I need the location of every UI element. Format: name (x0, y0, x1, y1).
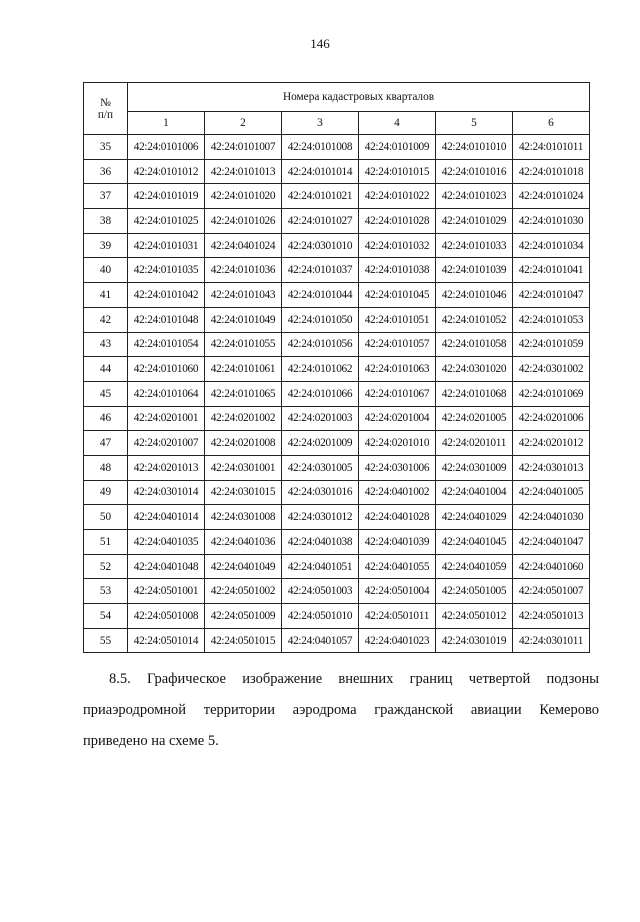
cadastral-quarter-cell: 42:24:0101036 (205, 258, 282, 283)
cadastral-quarter-cell: 42:24:0101048 (128, 307, 205, 332)
row-number: 46 (84, 406, 128, 431)
cadastral-quarter-cell: 42:24:0101037 (282, 258, 359, 283)
cadastral-quarter-cell: 42:24:0501007 (513, 579, 590, 604)
cadastral-quarter-cell: 42:24:0401038 (282, 530, 359, 555)
cadastral-quarter-cell: 42:24:0501003 (282, 579, 359, 604)
row-number: 45 (84, 381, 128, 406)
cadastral-quarter-cell: 42:24:0301013 (513, 455, 590, 480)
column-header: 5 (436, 112, 513, 135)
cadastral-quarter-cell: 42:24:0101029 (436, 209, 513, 234)
cadastral-quarter-cell: 42:24:0101006 (128, 135, 205, 160)
cadastral-quarter-cell: 42:24:0401051 (282, 554, 359, 579)
cadastral-quarter-cell: 42:24:0501001 (128, 579, 205, 604)
cadastral-quarter-cell: 42:24:0401048 (128, 554, 205, 579)
cadastral-quarter-cell: 42:24:0401045 (436, 530, 513, 555)
cadastral-quarter-cell: 42:24:0101008 (282, 135, 359, 160)
row-number: 49 (84, 480, 128, 505)
cadastral-quarter-cell: 42:24:0501005 (436, 579, 513, 604)
cadastral-quarter-cell: 42:24:0101067 (359, 381, 436, 406)
cadastral-quarter-cell: 42:24:0301001 (205, 455, 282, 480)
table-row (84, 307, 590, 332)
cadastral-quarter-cell: 42:24:0101042 (128, 283, 205, 308)
cadastral-quarter-cell: 42:24:0101050 (282, 307, 359, 332)
cadastral-quarter-cell: 42:24:0101041 (513, 258, 590, 283)
cadastral-quarter-cell: 42:24:0301015 (205, 480, 282, 505)
table-row (84, 554, 590, 579)
cadastral-quarter-cell: 42:24:0501002 (205, 579, 282, 604)
cadastral-quarter-cell: 42:24:0201003 (282, 406, 359, 431)
cadastral-quarter-cell: 42:24:0401049 (205, 554, 282, 579)
cadastral-quarter-cell: 42:24:0301012 (282, 505, 359, 530)
row-number: 36 (84, 159, 128, 184)
cadastral-quarter-cell: 42:24:0401029 (436, 505, 513, 530)
row-number: 51 (84, 530, 128, 555)
cadastral-quarter-cell: 42:24:0101047 (513, 283, 590, 308)
cadastral-quarter-cell: 42:24:0501014 (128, 628, 205, 653)
cadastral-quarters-table (83, 82, 590, 653)
cadastral-quarter-cell: 42:24:0401039 (359, 530, 436, 555)
cadastral-quarter-cell: 42:24:0101024 (513, 184, 590, 209)
section-paragraph (83, 664, 599, 757)
cadastral-quarter-cell: 42:24:0201005 (436, 406, 513, 431)
table-row (84, 159, 590, 184)
cadastral-quarter-cell: 42:24:0301016 (282, 480, 359, 505)
cadastral-quarter-cell: 42:24:0501010 (282, 604, 359, 629)
cadastral-quarter-cell: 42:24:0201002 (205, 406, 282, 431)
cadastral-quarter-cell: 42:24:0301011 (513, 628, 590, 653)
row-number: 47 (84, 431, 128, 456)
cadastral-quarter-cell: 42:24:0101007 (205, 135, 282, 160)
cadastral-quarter-cell: 42:24:0501013 (513, 604, 590, 629)
header-number-abbr: п/п (97, 108, 114, 121)
table-row (84, 184, 590, 209)
cadastral-quarter-cell: 42:24:0101054 (128, 332, 205, 357)
table-row (84, 480, 590, 505)
table-row (84, 233, 590, 258)
cadastral-quarter-cell: 42:24:0401024 (205, 233, 282, 258)
cadastral-quarter-cell: 42:24:0401055 (359, 554, 436, 579)
header-number-symbol: № (100, 96, 111, 109)
column-header: 3 (282, 112, 359, 135)
cadastral-quarter-cell: 42:24:0401059 (436, 554, 513, 579)
row-number: 42 (84, 307, 128, 332)
cadastral-quarter-cell: 42:24:0401035 (128, 530, 205, 555)
cadastral-quarter-cell: 42:24:0101012 (128, 159, 205, 184)
cadastral-quarter-cell: 42:24:0101043 (205, 283, 282, 308)
cadastral-quarter-cell: 42:24:0101052 (436, 307, 513, 332)
page-number: 146 (310, 36, 330, 51)
cadastral-quarter-cell: 42:24:0101057 (359, 332, 436, 357)
cadastral-quarter-cell: 42:24:0101027 (282, 209, 359, 234)
row-number: 50 (84, 505, 128, 530)
cadastral-quarter-cell: 42:24:0201011 (436, 431, 513, 456)
paragraph-line-1: 8.5. Графическое изображение внешних границ четвертой подзоны (109, 671, 599, 687)
cadastral-quarter-cell: 42:24:0201009 (282, 431, 359, 456)
row-number: 48 (84, 455, 128, 480)
cadastral-quarter-cell: 42:24:0401002 (359, 480, 436, 505)
row-number: 43 (84, 332, 128, 357)
cadastral-quarter-cell: 42:24:0101056 (282, 332, 359, 357)
cadastral-quarter-cell: 42:24:0101030 (513, 209, 590, 234)
cadastral-quarter-cell: 42:24:0101034 (513, 233, 590, 258)
cadastral-quarter-cell: 42:24:0401023 (359, 628, 436, 653)
cadastral-quarter-cell: 42:24:0201010 (359, 431, 436, 456)
cadastral-quarter-cell: 42:24:0101021 (282, 184, 359, 209)
cadastral-quarter-cell: 42:24:0101025 (128, 209, 205, 234)
cadastral-quarter-cell: 42:24:0201004 (359, 406, 436, 431)
cadastral-quarter-cell: 42:24:0101013 (205, 159, 282, 184)
cadastral-quarter-cell: 42:24:0101033 (436, 233, 513, 258)
cadastral-quarter-cell: 42:24:0201006 (513, 406, 590, 431)
table-row (84, 258, 590, 283)
row-number: 35 (84, 135, 128, 160)
cadastral-quarter-cell: 42:24:0501008 (128, 604, 205, 629)
cadastral-quarter-cell: 42:24:0101049 (205, 307, 282, 332)
cadastral-quarter-cell: 42:24:0301008 (205, 505, 282, 530)
cadastral-quarter-cell: 42:24:0101038 (359, 258, 436, 283)
cadastral-quarter-cell: 42:24:0301005 (282, 455, 359, 480)
row-number: 55 (84, 628, 128, 653)
cadastral-quarter-cell: 42:24:0101032 (359, 233, 436, 258)
row-number: 54 (84, 604, 128, 629)
cadastral-quarter-cell: 42:24:0101059 (513, 332, 590, 357)
cadastral-quarter-cell: 42:24:0101020 (205, 184, 282, 209)
table-row (84, 283, 590, 308)
cadastral-quarter-cell: 42:24:0301019 (436, 628, 513, 653)
table-row (84, 455, 590, 480)
paragraph-line-3: приведено на схеме 5. (83, 733, 219, 749)
row-number: 39 (84, 233, 128, 258)
cadastral-quarter-cell: 42:24:0101058 (436, 332, 513, 357)
cadastral-quarter-cell: 42:24:0101028 (359, 209, 436, 234)
table-row (84, 431, 590, 456)
cadastral-quarter-cell: 42:24:0101011 (513, 135, 590, 160)
cadastral-quarter-cell: 42:24:0301014 (128, 480, 205, 505)
cadastral-quarter-cell: 42:24:0101062 (282, 357, 359, 382)
cadastral-quarter-cell: 42:24:0201008 (205, 431, 282, 456)
cadastral-quarter-cell: 42:24:0101055 (205, 332, 282, 357)
cadastral-quarter-cell: 42:24:0101065 (205, 381, 282, 406)
cadastral-quarter-cell: 42:24:0101053 (513, 307, 590, 332)
cadastral-quarter-cell: 42:24:0101039 (436, 258, 513, 283)
cadastral-quarter-cell: 42:24:0401014 (128, 505, 205, 530)
cadastral-quarter-cell: 42:24:0101046 (436, 283, 513, 308)
cadastral-quarter-cell: 42:24:0101051 (359, 307, 436, 332)
table-row (84, 628, 590, 653)
cadastral-quarter-cell: 42:24:0301020 (436, 357, 513, 382)
cadastral-quarter-cell: 42:24:0101018 (513, 159, 590, 184)
cadastral-quarter-cell: 42:24:0201001 (128, 406, 205, 431)
cadastral-quarter-cell: 42:24:0101010 (436, 135, 513, 160)
table-row (84, 505, 590, 530)
table-row (84, 209, 590, 234)
column-header: 4 (359, 112, 436, 135)
cadastral-quarter-cell: 42:24:0101019 (128, 184, 205, 209)
column-header: 1 (128, 112, 205, 135)
cadastral-quarter-cell: 42:24:0101069 (513, 381, 590, 406)
header-cadastral-quarters: Номера кадастровых кварталов (128, 83, 590, 112)
row-number: 37 (84, 184, 128, 209)
cadastral-quarter-cell: 42:24:0401060 (513, 554, 590, 579)
row-number: 38 (84, 209, 128, 234)
cadastral-quarter-cell: 42:24:0401005 (513, 480, 590, 505)
cadastral-quarter-cell: 42:24:0101068 (436, 381, 513, 406)
header-number (84, 83, 128, 135)
cadastral-quarter-cell: 42:24:0101035 (128, 258, 205, 283)
cadastral-quarter-cell: 42:24:0101045 (359, 283, 436, 308)
cadastral-quarter-cell: 42:24:0501011 (359, 604, 436, 629)
cadastral-quarter-cell: 42:24:0301009 (436, 455, 513, 480)
cadastral-quarter-cell: 42:24:0501004 (359, 579, 436, 604)
row-number: 44 (84, 357, 128, 382)
row-number: 40 (84, 258, 128, 283)
cadastral-quarter-cell: 42:24:0501015 (205, 628, 282, 653)
cadastral-quarter-cell: 42:24:0201012 (513, 431, 590, 456)
cadastral-quarter-cell: 42:24:0501012 (436, 604, 513, 629)
cadastral-quarter-cell: 42:24:0401057 (282, 628, 359, 653)
cadastral-quarter-cell: 42:24:0101015 (359, 159, 436, 184)
row-number: 53 (84, 579, 128, 604)
cadastral-quarter-cell: 42:24:0401030 (513, 505, 590, 530)
cadastral-quarter-cell: 42:24:0201013 (128, 455, 205, 480)
cadastral-quarter-cell: 42:24:0101026 (205, 209, 282, 234)
cadastral-quarter-cell: 42:24:0301010 (282, 233, 359, 258)
cadastral-quarter-cell: 42:24:0401004 (436, 480, 513, 505)
cadastral-quarter-cell: 42:24:0401036 (205, 530, 282, 555)
table-row (84, 357, 590, 382)
cadastral-quarter-cell: 42:24:0201007 (128, 431, 205, 456)
cadastral-quarter-cell: 42:24:0101031 (128, 233, 205, 258)
table-row (84, 332, 590, 357)
cadastral-quarter-cell: 42:24:0401047 (513, 530, 590, 555)
column-header: 2 (205, 112, 282, 135)
table-row (84, 135, 590, 160)
cadastral-quarter-cell: 42:24:0101044 (282, 283, 359, 308)
table-row (84, 604, 590, 629)
paragraph-line-2: приаэродромной территории аэродрома гражданской авиации Кемерово (83, 702, 599, 718)
table-row (84, 530, 590, 555)
cadastral-quarter-cell: 42:24:0101063 (359, 357, 436, 382)
row-number: 41 (84, 283, 128, 308)
cadastral-quarter-cell: 42:24:0101009 (359, 135, 436, 160)
cadastral-quarter-cell: 42:24:0101016 (436, 159, 513, 184)
table-row (84, 406, 590, 431)
table-row (84, 579, 590, 604)
cadastral-quarter-cell: 42:24:0401028 (359, 505, 436, 530)
cadastral-quarter-cell: 42:24:0101023 (436, 184, 513, 209)
cadastral-quarter-cell: 42:24:0501009 (205, 604, 282, 629)
cadastral-quarter-cell: 42:24:0101064 (128, 381, 205, 406)
cadastral-quarter-cell: 42:24:0301002 (513, 357, 590, 382)
column-header: 6 (513, 112, 590, 135)
cadastral-quarter-cell: 42:24:0101060 (128, 357, 205, 382)
cadastral-quarter-cell: 42:24:0101022 (359, 184, 436, 209)
cadastral-quarter-cell: 42:24:0301006 (359, 455, 436, 480)
cadastral-quarter-cell: 42:24:0101061 (205, 357, 282, 382)
table-row (84, 381, 590, 406)
cadastral-quarter-cell: 42:24:0101014 (282, 159, 359, 184)
cadastral-quarter-cell: 42:24:0101066 (282, 381, 359, 406)
row-number: 52 (84, 554, 128, 579)
